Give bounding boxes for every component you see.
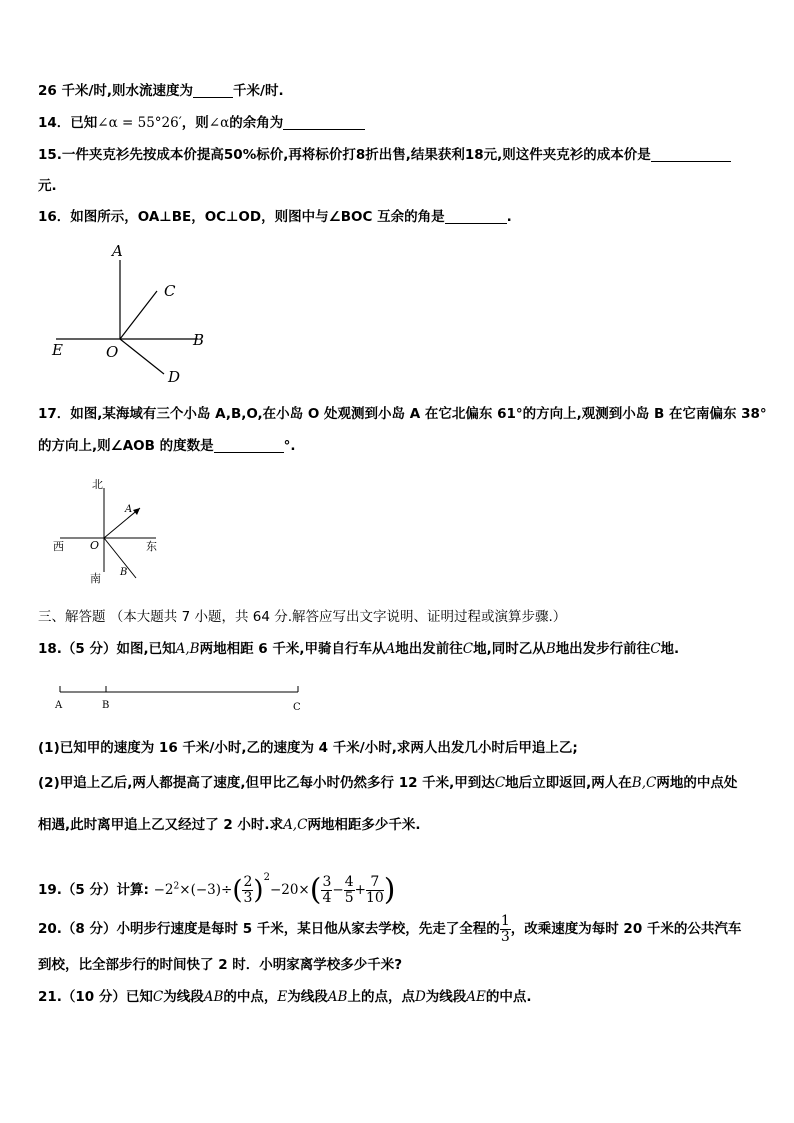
q19-frac3 xyxy=(344,875,355,906)
q16-label-d: D xyxy=(168,368,181,386)
q18-p2d: 两地的中点处 xyxy=(656,775,738,791)
q19-f4d: 10 xyxy=(365,890,384,906)
q15-line2: 元. xyxy=(38,178,57,194)
q18-figure xyxy=(52,682,312,714)
q19-e2: ×(−3)÷ xyxy=(179,882,233,898)
q18-num: 18.（5 分）如图,已知 xyxy=(38,641,176,657)
q19-e3: −20× xyxy=(269,882,310,898)
q16-post: . xyxy=(506,209,512,225)
q19-frac4 xyxy=(366,875,384,906)
q18-t5: 地. xyxy=(660,641,680,657)
q16-blank xyxy=(445,209,507,224)
q19-frac2 xyxy=(321,875,332,906)
q18-part2 xyxy=(38,774,737,792)
q19-num: 19.（5 分）计算: xyxy=(38,882,149,898)
q21-b: 为线段 xyxy=(163,989,204,1005)
q19-f2n: 3 xyxy=(322,874,332,890)
q17-label-a: A xyxy=(125,504,133,515)
q18-ab: A,B xyxy=(175,641,200,657)
q13-tail xyxy=(38,82,284,100)
q17-text: 的方向上,则∠AOB 的度数是 xyxy=(38,438,214,454)
q13-post: 千米/时. xyxy=(233,83,284,99)
q21-d: 的中点， xyxy=(223,989,278,1005)
q21-c: C xyxy=(152,989,164,1005)
q17-blank xyxy=(214,438,284,453)
q18-t4: 地出发步行前往 xyxy=(555,641,651,657)
q18-label-a: A xyxy=(55,700,63,711)
q18-a: A xyxy=(385,641,396,657)
q21-h: 为线段 xyxy=(425,989,467,1005)
q19-e1-sup: 2 xyxy=(173,881,180,892)
q17-label-south: 南 xyxy=(90,572,101,585)
q17-label-east: 东 xyxy=(146,540,157,553)
q17-line2 xyxy=(38,437,296,455)
q18-part1: (1)已知甲的速度为 16 千米/小时,乙的速度为 4 千米/小时,求两人出发几小时后甲追上乙; xyxy=(38,740,578,756)
q16-figure xyxy=(40,238,230,388)
q18-p3b: 两地相距多少千米. xyxy=(307,817,421,833)
q19-op1: − xyxy=(332,882,344,898)
q14-num: 14．已知 xyxy=(38,115,98,131)
q18-t2: 地出发前往 xyxy=(395,641,463,657)
q19-f4n: 7 xyxy=(366,875,384,891)
q13-text: 26 千米/时,则水流速度为 xyxy=(38,83,194,99)
q18-label-b: B xyxy=(102,700,110,711)
q19-op2: + xyxy=(354,882,366,898)
q19-f2d: 4 xyxy=(322,890,332,906)
q20-a: 20.（8 分）小明步行速度是每时 5 千米，某日他从家去学校，先走了全程的 xyxy=(38,921,500,937)
q17-label-north: 北 xyxy=(92,478,103,491)
q19 xyxy=(38,858,396,908)
q21-g: 上的点，点 xyxy=(347,989,415,1005)
q14-angle: ∠α xyxy=(208,115,230,131)
q16-label-c: C xyxy=(164,282,176,300)
q19-sq: 2 xyxy=(263,872,270,883)
q19-f3n: 4 xyxy=(344,874,354,890)
q19-lparen2: ( xyxy=(309,872,322,908)
q21-e: E xyxy=(277,989,288,1005)
q17-label-b: B xyxy=(120,567,128,578)
q18-t1: 两地相距 6 千米,甲骑自行车从 xyxy=(199,641,386,657)
q13-blank xyxy=(193,83,233,98)
q15-text: 15.一件夹克衫先按成本价提高50%标价,再将标价打8折出售,结果获利18元,则这件夹克衫的成本价是 xyxy=(38,147,651,163)
q14 xyxy=(38,114,365,132)
q17-post: °. xyxy=(283,438,296,454)
q18-p2b: 地后立即返回,两人在 xyxy=(505,775,632,791)
q19-expr xyxy=(153,872,396,908)
q19-lparen: ( xyxy=(232,875,243,906)
q15-blank xyxy=(651,147,731,162)
q20-b: ，改乘速度为每时 20 千米的公共汽车 xyxy=(510,921,742,937)
q20-frac xyxy=(500,914,511,945)
q18-p2a: (2)甲追上乙后,两人都提高了速度,但甲比乙每小时仍然多行 12 千米,甲到达 xyxy=(38,775,495,791)
q17-figure xyxy=(50,474,170,588)
q21-ab: AB xyxy=(203,989,224,1005)
q19-rparen: ) xyxy=(253,875,264,906)
section3-title: 三、解答题 （本大题共 7 小题，共 64 分.解答应写出文字说明、证明过程或演算步骤.） xyxy=(38,609,567,625)
q14-expr: ∠α = 55°26′ xyxy=(97,115,182,131)
q19-e1: −2 xyxy=(153,882,174,898)
q19-frac1 xyxy=(242,875,253,906)
q18-c: C xyxy=(462,641,474,657)
q18-p2c: C xyxy=(494,775,506,791)
q21 xyxy=(38,988,532,1006)
q21-ab2: AB xyxy=(327,989,348,1005)
q21-a: 21.（10 分）已知 xyxy=(38,989,153,1005)
q16-label-o: O xyxy=(106,343,119,361)
q17-line1: 17．如图,某海域有三个小岛 A,B,O,在小岛 O 处观测到小岛 A 在它北偏东 61°的方向上,观测到小岛 B 在它南偏东 38° xyxy=(38,406,767,422)
q18-p3ac: A,C xyxy=(283,817,308,833)
q20-fd: 3 xyxy=(500,928,510,945)
q18-label-c: C xyxy=(293,702,301,713)
q20-line1 xyxy=(38,912,741,946)
q20-fn: 1 xyxy=(500,912,510,929)
q19-f3d: 5 xyxy=(344,890,354,906)
q15-line1 xyxy=(38,146,731,164)
q18-t3: 地,同时乙从 xyxy=(473,641,546,657)
q18-b: B xyxy=(545,641,556,657)
q16-label-e: E xyxy=(52,341,63,359)
q16 xyxy=(38,208,512,226)
q14-blank xyxy=(283,115,365,130)
q18-c2: C xyxy=(650,641,661,657)
q18-line1 xyxy=(38,640,679,658)
q17-label-west: 西 xyxy=(53,540,64,553)
q21-f: 为线段 xyxy=(287,989,328,1005)
q21-ae: AE xyxy=(466,989,486,1005)
q19-rparen2: ) xyxy=(383,872,396,908)
q18-p3a: 相遇,此时离甲追上乙又经过了 2 小时.求 xyxy=(38,817,284,833)
q20-line2: 到校，比全部步行的时间快了 2 时．小明家离学校多少千米? xyxy=(38,957,403,973)
q18-part2-cont xyxy=(38,816,421,834)
q19-f1d: 3 xyxy=(243,890,253,906)
q18-p2bc: B,C xyxy=(631,775,657,791)
q16-label-b: B xyxy=(193,331,205,349)
q17-label-o: O xyxy=(90,539,100,552)
q19-f1n: 2 xyxy=(243,874,253,890)
q14-post: 的余角为 xyxy=(229,115,284,131)
q14-mid: ，则 xyxy=(181,115,209,131)
q21-dd: D xyxy=(414,989,426,1005)
q16-label-a: A xyxy=(112,242,123,260)
q16-text: 16．如图所示，OA⊥BE，OC⊥OD，则图中与∠BOC 互余的角是 xyxy=(38,209,445,225)
q21-i: 的中点. xyxy=(485,989,532,1005)
